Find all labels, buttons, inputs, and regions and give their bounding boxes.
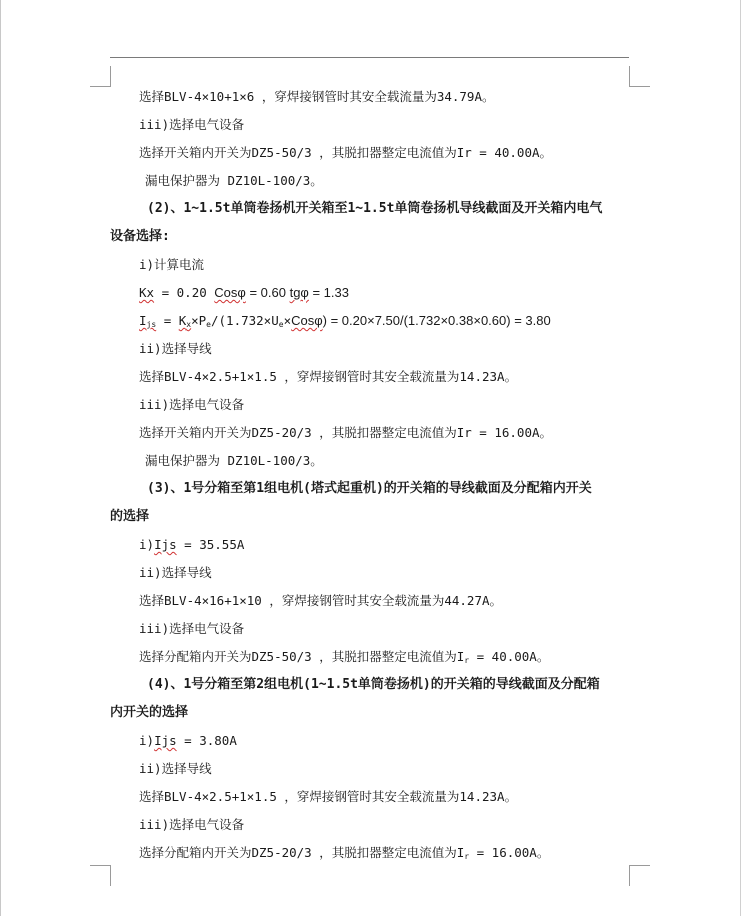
section-heading: (2)、1~1.5t单筒卷扬机开关箱至1~1.5t单筒卷扬机导线截面及开关箱内电气	[147, 201, 603, 216]
section-heading-continued: 的选择	[110, 509, 150, 524]
page-left-edge	[0, 0, 1, 916]
paragraph-line: 选择BLV-4×16+1×10 ，穿焊接钢管时其安全载流量为44.27A。	[139, 593, 503, 608]
formula-text: 选择分配箱内开关为DZ5-50/3 ，其脱扣器整定电流值为I	[139, 649, 465, 664]
formula-text: =	[156, 313, 179, 328]
formula-term: Ijs	[154, 537, 177, 552]
formula-text: ×	[283, 313, 292, 328]
formula-text: = 35.55A	[176, 537, 245, 552]
paragraph-line: 选择BLV-4×2.5+1×1.5 ，穿焊接钢管时其安全载流量为14.23A。	[139, 369, 518, 384]
paragraph-line: 漏电保护器为 DZ10L-100/3。	[145, 173, 323, 188]
paragraph-line: ii)选择导线	[139, 565, 212, 580]
paragraph-line	[139, 649, 549, 669]
formula-line	[139, 313, 551, 333]
formula-text: i)	[139, 537, 155, 552]
paragraph-line: iii)选择电气设备	[139, 397, 245, 412]
crop-mark-top-left	[90, 66, 111, 87]
crop-mark-top-right	[629, 66, 650, 87]
formula-text: = 0.60	[245, 285, 290, 300]
formula-text: = 0.20	[154, 285, 215, 300]
formula-text: = 16.00A。	[469, 845, 550, 860]
formula-term: Kx	[139, 285, 155, 300]
paragraph-line: 选择BLV-4×10+1×6 ，穿焊接钢管时其安全载流量为34.79A。	[139, 89, 495, 104]
paragraph-line: iii)选择电气设备	[139, 117, 245, 132]
formula-subscript: x	[186, 320, 192, 329]
formula-text: /(1.732×U	[211, 313, 279, 328]
formula-subscript: js	[146, 320, 157, 329]
formula-symbol: K	[178, 313, 187, 328]
formula-subscript: e	[206, 320, 211, 329]
section-heading: (3)、1号分箱至第1组电机(塔式起重机)的开关箱的导线截面及分配箱内开关	[147, 481, 592, 496]
formula-text: ×P	[191, 313, 207, 328]
paragraph-line: iii)选择电气设备	[139, 817, 245, 832]
paragraph-line	[139, 845, 549, 865]
formula-text: i)	[139, 733, 155, 748]
paragraph-line: ii)选择导线	[139, 761, 212, 776]
section-heading-continued: 内开关的选择	[110, 705, 189, 720]
formula-term: Cosφ	[291, 313, 323, 328]
paragraph-line: 选择开关箱内开关为DZ5-50/3 ，其脱扣器整定电流值为Ir = 40.00A。	[139, 145, 553, 160]
paragraph-line: 选择BLV-4×2.5+1×1.5 ，穿焊接钢管时其安全载流量为14.23A。	[139, 789, 518, 804]
paragraph-line: i)计算电流	[139, 257, 205, 272]
formula-term: Cosφ	[214, 285, 246, 300]
header-rule	[110, 57, 629, 58]
formula-subscript: e	[278, 320, 284, 329]
formula-term	[179, 313, 191, 328]
formula-symbol: I	[139, 313, 147, 328]
paragraph-line	[139, 733, 237, 749]
formula-term: Ijs	[154, 733, 177, 748]
crop-mark-bottom-left	[90, 865, 111, 886]
formula-text: ) = 0.20×7.50/(1.732×0.38×0.60) = 3.80	[322, 313, 551, 328]
formula-line	[139, 285, 349, 301]
formula-term: tgφ	[289, 285, 309, 300]
paragraph-line	[139, 537, 244, 553]
section-heading-continued: 设备选择:	[110, 229, 170, 244]
formula-text: = 40.00A。	[469, 649, 550, 664]
formula-text: = 1.33	[308, 285, 349, 300]
paragraph-line: iii)选择电气设备	[139, 621, 245, 636]
formula-text: = 3.80A	[176, 733, 237, 748]
formula-term	[139, 313, 156, 328]
crop-mark-bottom-right	[629, 865, 650, 886]
paragraph-line: ii)选择导线	[139, 341, 212, 356]
formula-subscript: r	[464, 656, 470, 665]
paragraph-line: 漏电保护器为 DZ10L-100/3。	[145, 453, 323, 468]
paragraph-line: 选择开关箱内开关为DZ5-20/3 ，其脱扣器整定电流值为Ir = 16.00A。	[139, 425, 553, 440]
formula-text: 选择分配箱内开关为DZ5-20/3 ，其脱扣器整定电流值为I	[139, 845, 465, 860]
formula-subscript: r	[464, 852, 470, 861]
section-heading: (4)、1号分箱至第2组电机(1~1.5t单筒卷扬机)的开关箱的导线截面及分配箱	[147, 677, 600, 692]
